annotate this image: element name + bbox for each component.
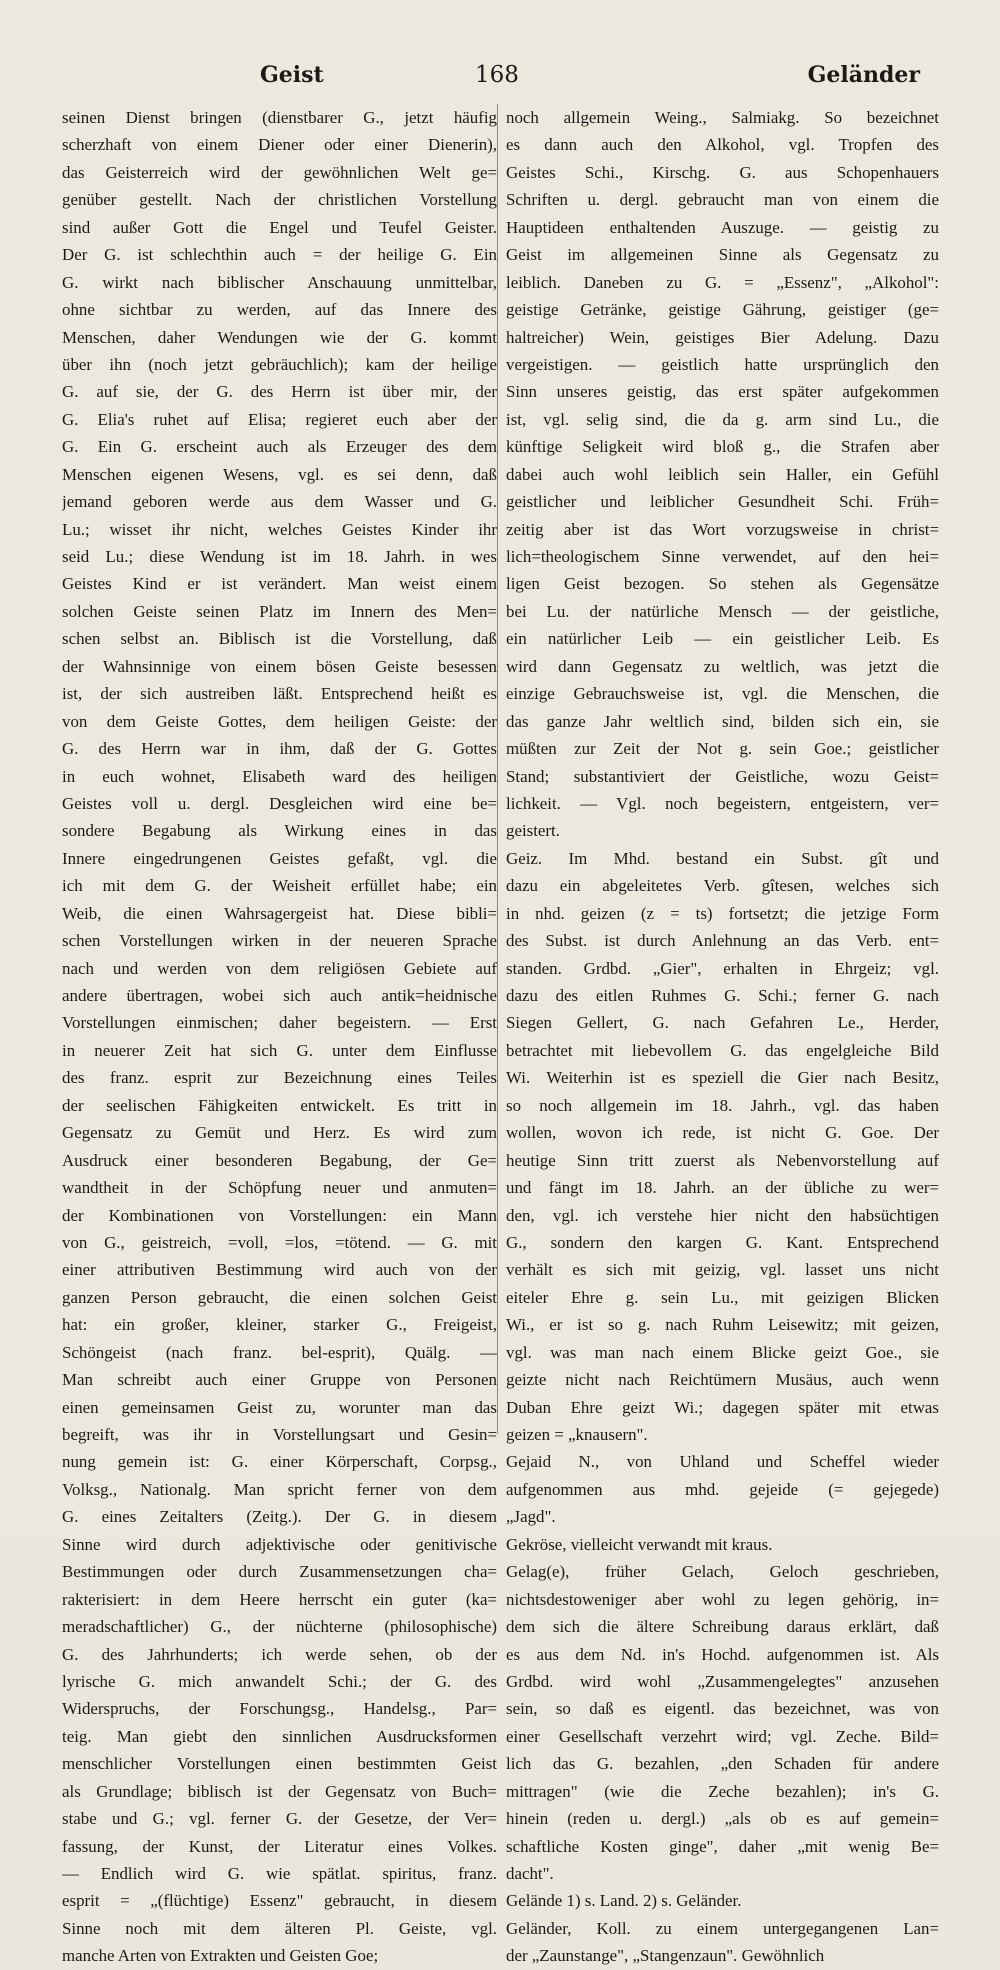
right-column-line: dem sich die ältere Schreibung daraus erklärt, daß xyxy=(506,1617,939,1637)
left-column-line: Geistes Kind er ist verändert. Man weist einem xyxy=(62,574,497,594)
right-column-line: verhält es sich mit geizig, vgl. lasset uns nicht xyxy=(506,1260,939,1280)
right-column-line: müßten zur Zeit der Not g. sein Goe.; geistlicher xyxy=(506,739,939,759)
left-column-line: der Kombinationen von Vorstellungen: ein Mann xyxy=(62,1205,497,1225)
right-column-line: des Subst. ist durch Anlehnung an das Verb. ent= xyxy=(506,931,939,951)
right-column-line: es aus dem Nd. in's Hochd. aufgenommen ist. Als xyxy=(506,1644,939,1664)
right-column-line: bei Lu. der natürliche Mensch — der geistliche, xyxy=(506,601,939,621)
left-column-line: als Grundlage; biblisch ist der Gegensatz von Buch= xyxy=(62,1781,497,1801)
left-column-line: nung gemein ist: G. einer Körperschaft, Corpsg., xyxy=(62,1452,497,1472)
right-column-line: Stand; substantiviert der Geistliche, wozu Geist= xyxy=(506,766,939,786)
left-column-line: solchen Geiste seinen Platz im Innern des Men= xyxy=(62,601,497,621)
left-column-line: Gegensatz zu Gemüt und Herz. Es wird zum xyxy=(62,1123,497,1143)
right-column-line: Gelände 1) s. Land. 2) s. Geländer. xyxy=(506,1891,742,1911)
left-column-line: teig. Man giebt den sinnlichen Ausdrucksformen xyxy=(62,1726,497,1746)
right-column-line: dabei auch wohl leiblich sein Haller, ein Gefühl xyxy=(506,464,939,484)
right-column-line: Siegen Gellert, G. nach Gefahren Le., Herder, xyxy=(506,1013,939,1033)
left-column-line: Lu.; wisset ihr nicht, welches Geistes Kinder ihr xyxy=(62,519,497,539)
left-column-line: Geistes voll u. dergl. Desgleichen wird eine be= xyxy=(62,793,497,813)
left-column-line: von G., geistreich, =voll, =los, =tötend. — G. mit xyxy=(62,1232,497,1252)
left-column-line: manche Arten von Extrakten und Geisten Goe; xyxy=(62,1946,379,1966)
left-column-line: G. wirkt nach biblischer Anschauung unmittelbar, xyxy=(62,272,497,292)
left-column-line: hat: ein großer, kleiner, starker G., Freigeist, xyxy=(62,1315,497,1335)
left-column-line: Menschen eigenen Wesens, vgl. es sei denn, daß xyxy=(62,464,497,484)
right-column-line: Geist im allgemeinen Sinne als Gegensatz zu xyxy=(506,245,939,265)
left-column-line: ohne sichtbar zu werden, auf das Innere des xyxy=(62,300,497,320)
right-column-line: dazu des eitlen Ruhmes G. Schi.; ferner G. nach xyxy=(506,986,939,1005)
left-column-line: Schöngeist (nach franz. bel-esprit), Quälg. — xyxy=(62,1342,497,1362)
left-column-line: einer attributiven Bestimmung wird auch von der xyxy=(62,1260,497,1280)
right-column-line: Gekröse, vielleicht verwandt mit kraus. xyxy=(506,1534,773,1554)
header-left-word: Geist xyxy=(260,62,324,88)
right-column-line: lich das G. bezahlen, „den Schaden für andere xyxy=(506,1754,939,1774)
right-column-line: geistige Getränke, geistige Gährung, geistiger (ge= xyxy=(506,300,939,320)
left-column-line: menschlicher Vorstellungen einen bestimmten Geist xyxy=(62,1754,497,1774)
right-column-line: dazu ein abgeleitetes Verb. gîtesen, welches sich xyxy=(506,876,939,896)
left-column-line: G. des Jahrhunderts; ich werde sehen, ob der xyxy=(62,1644,497,1664)
left-column-line: esprit = „(flüchtige) Essenz" gebraucht, in diesem xyxy=(62,1891,497,1911)
right-column-line: Geiz. Im Mhd. bestand ein Subst. gît und xyxy=(506,848,939,868)
right-column-line: dacht". xyxy=(506,1864,554,1883)
right-column-line: aufgenommen aus mhd. gejeide (= gejegede) xyxy=(506,1479,939,1499)
left-column-line: in neuerer Zeit hat sich G. unter dem Einflusse xyxy=(62,1040,497,1060)
right-column-line: das ganze Jahr weltlich sind, bilden sich ein, sie xyxy=(506,711,939,731)
left-column-line: Der G. ist schlechthin auch = der heilige G. Ein xyxy=(62,245,497,265)
left-column-line: Sinne wird durch adjektivische oder genitivische xyxy=(62,1534,497,1554)
left-column-line: G. auf sie, der G. des Herrn ist über mir, der xyxy=(62,382,497,402)
right-column-line: Geistes Schi., Kirschg. G. aus Schopenhauers xyxy=(506,162,939,182)
left-column-line: der Wahnsinnige von einem bösen Geiste besessen xyxy=(62,656,497,676)
right-column-line: Wi. Weiterhin ist es speziell die Gier nach Besitz, xyxy=(506,1068,939,1088)
left-column-line: schen selbst an. Biblisch ist die Vorstellung, daß xyxy=(62,629,497,649)
left-column-line: nach und werden von dem religiösen Gebiete auf xyxy=(62,958,497,978)
right-column-line: Sinn unseres geistig, das erst später aufgekommen xyxy=(506,382,939,402)
right-column-line: Grdbd. wird wohl „Zusammengelegtes" anzusehen xyxy=(506,1671,939,1691)
right-column-line: künftige Seligkeit wird bloß g., die Strafen aber xyxy=(506,437,939,457)
right-column-line: und fängt im 18. Jahrh. an der übliche zu wer= xyxy=(506,1178,939,1198)
left-column-line: G. Ein G. erscheint auch als Erzeuger des dem xyxy=(62,437,497,457)
right-column-line: betrachtet mit liebevollem G. das engelgleiche Bild xyxy=(506,1040,939,1060)
right-column-line: standen. Grdbd. „Gier", erhalten in Ehrgeiz; vgl. xyxy=(506,958,939,978)
right-column-line: haltreicher) Wein, geistiges Bier Adelung. Dazu xyxy=(506,327,939,347)
left-column-line: lyrische G. mich anwandelt Schi.; der G. des xyxy=(62,1671,497,1691)
left-column-line: seid Lu.; diese Wendung ist im 18. Jahrh. in wes xyxy=(62,547,497,566)
right-column-line: G., sondern den kargen G. Kant. Entsprechend xyxy=(506,1232,939,1252)
left-column-line: ganzen Person gebraucht, die einen solchen Geist xyxy=(62,1287,497,1307)
left-column-line: andere übertragen, wobei sich auch antik=heidnische xyxy=(62,986,497,1005)
right-column-line: Gejaid N., von Uhland und Scheffel wieder xyxy=(506,1452,939,1472)
right-column-line: geizen = „knausern". xyxy=(506,1425,648,1444)
page-number: 168 xyxy=(475,62,519,88)
left-column-line: Man schreibt auch einer Gruppe von Personen xyxy=(62,1370,497,1390)
right-column-line: hinein (reden u. dergl.) „als ob es auf gemein= xyxy=(506,1809,939,1829)
right-column-line: lich=theologischem Sinne verwendet, auf den hei= xyxy=(506,547,939,566)
right-column-line: geistlicher und leiblicher Gesundheit Schi. Früh= xyxy=(506,492,939,512)
right-column-line: den, vgl. ich verstehe hier nicht den habsüchtigen xyxy=(506,1205,939,1225)
right-column-line: lichkeit. — Vgl. noch begeistern, entgeistern, ver= xyxy=(506,793,939,813)
right-column-line: vergeistigen. — geistlich hatte ursprünglich den xyxy=(506,354,939,374)
left-column-line: scherzhaft von einem Diener oder einer Dienerin), xyxy=(62,135,497,155)
left-column-line: Widerspruchs, der Forschungsg., Handelsg., Par= xyxy=(62,1699,497,1719)
left-column-line: Bestimmungen oder durch Zusammensetzungen cha= xyxy=(62,1562,497,1582)
right-column-line: nichtsdestoweniger aber wohl zu legen gehörig, in= xyxy=(506,1589,939,1609)
left-column-line: Innere eingedrungenen Geistes gefaßt, vgl. die xyxy=(62,848,497,868)
left-column-line: ist, der sich austreiben läßt. Entsprechend heißt es xyxy=(62,684,497,704)
left-column-line: sind außer Gott die Engel und Teufel Geister. xyxy=(62,217,497,237)
right-column-line: schaftliche Kosten ginge", daher „mit wenig Be= xyxy=(506,1836,939,1856)
left-column-line: seinen Dienst bringen (dienstbarer G., jetzt häufig xyxy=(62,108,497,127)
left-column-line: in euch wohnet, Elisabeth ward des heiligen xyxy=(62,766,497,786)
right-column-line: in nhd. geizen (z = ts) fortsetzt; die jetzige Form xyxy=(506,903,939,923)
left-column-line: der seelischen Fähigkeiten entwickelt. Es tritt in xyxy=(62,1095,497,1115)
left-column-line: von dem Geiste Gottes, dem heiligen Geiste: der xyxy=(62,711,497,731)
left-column-line: sondere Begabung als Wirkung eines in das xyxy=(62,821,497,841)
right-column-line: heutige Sinn tritt zuerst als Nebenvorstellung auf xyxy=(506,1150,939,1170)
left-column-line: fassung, der Kunst, der Literatur eines Volkes. xyxy=(62,1836,497,1856)
right-column-line: der „Zaunstange", „Stangenzaun". Gewöhnlich xyxy=(506,1946,825,1966)
right-column-line: ist, vgl. selig sind, die da g. arm sind Lu., die xyxy=(506,409,939,429)
left-column-line: schen Vorstellungen wirken in der neueren Sprache xyxy=(62,931,497,951)
left-column-line: einen gemeinsamen Geist zu, worunter man das xyxy=(62,1397,497,1417)
left-column-line: Weib, die einen Wahrsagergeist hat. Diese bibli= xyxy=(62,903,497,923)
left-column-line: — Endlich wird G. wie spätlat. spiritus, franz. xyxy=(62,1864,497,1883)
right-column-line: „Jagd". xyxy=(506,1507,556,1527)
left-column-line: rakterisiert: in dem Heere herrscht ein guter (ka= xyxy=(62,1589,497,1609)
left-column-line: G. des Herrn war in ihm, daß der G. Gottes xyxy=(62,739,497,759)
right-column-line: sein, so daß es eigentl. das bezeichnet, was von xyxy=(506,1699,939,1719)
column-divider xyxy=(497,104,498,1434)
left-column-line: des franz. esprit zur Bezeichnung eines Teiles xyxy=(62,1068,497,1088)
right-column-line: Schriften u. dergl. gebraucht man von einem die xyxy=(506,190,939,210)
left-column-line: jemand geboren werde aus dem Wasser und G. xyxy=(62,492,497,512)
right-column-line: leiblich. Daneben zu G. = „Essenz", „Alkohol": xyxy=(506,272,939,292)
right-column-line: mittragen" (wie die Zeche bezahlen); in's G. xyxy=(506,1781,939,1801)
right-column-line: einzige Gebrauchsweise ist, vgl. die Menschen, die xyxy=(506,684,939,704)
right-column-line: Hauptideen enthaltenden Auszuge. — geistig zu xyxy=(506,217,939,237)
left-column-line: meradschaftlicher) G., der nüchterne (philosophische) xyxy=(62,1617,497,1637)
left-column-line: Vorstellungen einmischen; daher begeistern. — Erst xyxy=(62,1013,497,1033)
right-column-line: Gelag(e), früher Gelach, Geloch geschrieben, xyxy=(506,1562,939,1582)
left-column-line: stabe und G.; vgl. ferner G. der Gesetze, der Ver= xyxy=(62,1809,497,1829)
left-column-line: genüber gestellt. Nach der christlichen Vorstellung xyxy=(62,190,497,210)
left-column-line: begreift, was ihr in Vorstellungsart und Gesin= xyxy=(62,1425,497,1444)
right-column-line: ein natürlicher Leib — ein geistlicher Leib. Es xyxy=(506,629,939,649)
left-column-line: über ihn (noch jetzt gebräuchlich); kam der heilige xyxy=(62,354,497,374)
right-column-line: Duban Ehre geizt Wi.; dagegen später mit etwas xyxy=(506,1397,939,1417)
right-column-line: noch allgemein Weing., Salmiakg. So bezeichnet xyxy=(506,108,939,127)
left-column xyxy=(62,104,497,1970)
running-header xyxy=(60,62,930,92)
left-column-line: wandtheit in der Schöpfung neuer und anmuten= xyxy=(62,1178,497,1198)
right-column-line: vgl. was man nach einem Blicke geizt Goe., sie xyxy=(506,1342,939,1362)
left-column-line: Sinne noch mit dem älteren Pl. Geiste, vgl. xyxy=(62,1918,497,1938)
right-column-line: Wi., er ist so g. nach Ruhm Leisewitz; mit geizen, xyxy=(506,1315,939,1335)
right-column-line: zeitig aber ist das Wort vorzugsweise in christ= xyxy=(506,519,939,539)
left-column-line: ich mit dem G. der Weisheit erfüllet habe; ein xyxy=(62,876,497,896)
left-column-line: Volksg., Nationalg. Man spricht ferner von dem xyxy=(62,1479,497,1499)
right-column-line: wollen, wovon ich rede, ist nicht G. Goe. Der xyxy=(506,1123,939,1143)
right-column-line: geizte nicht nach Reichtümern Musäus, auch wenn xyxy=(506,1370,939,1390)
right-column xyxy=(506,104,939,1970)
right-column-line: eiteler Ehre g. sein Lu., mit geizigen Blicken xyxy=(506,1287,939,1307)
right-column-line: es dann auch den Alkohol, vgl. Tropfen des xyxy=(506,135,939,155)
right-column-line: so noch allgemein im 18. Jahrh., vgl. das haben xyxy=(506,1095,939,1115)
left-column-line: das Geisterreich wird der gewöhnlichen Welt ge= xyxy=(62,162,497,182)
header-right-word: Geländer xyxy=(807,62,920,88)
left-column-line: G. Elia's ruhet auf Elisa; regieret euch aber der xyxy=(62,409,497,429)
right-column-line: geistert. xyxy=(506,821,560,841)
right-column-line: Geländer, Koll. zu einem untergegangenen Lan= xyxy=(506,1918,939,1938)
right-column-line: einer Gesellschaft verzehrt wird; vgl. Zeche. Bild= xyxy=(506,1726,939,1746)
left-column-line: G. eines Zeitalters (Zeitg.). Der G. in diesem xyxy=(62,1507,497,1527)
right-column-line: wird dann Gegensatz zu weltlich, was jetzt die xyxy=(506,656,939,676)
left-column-line: Ausdruck einer besonderen Begabung, der Ge= xyxy=(62,1150,497,1170)
left-column-line: Menschen, daher Wendungen wie der G. kommt xyxy=(62,327,497,347)
right-column-line: ligen Geist bezogen. So stehen als Gegensätze xyxy=(506,574,939,594)
